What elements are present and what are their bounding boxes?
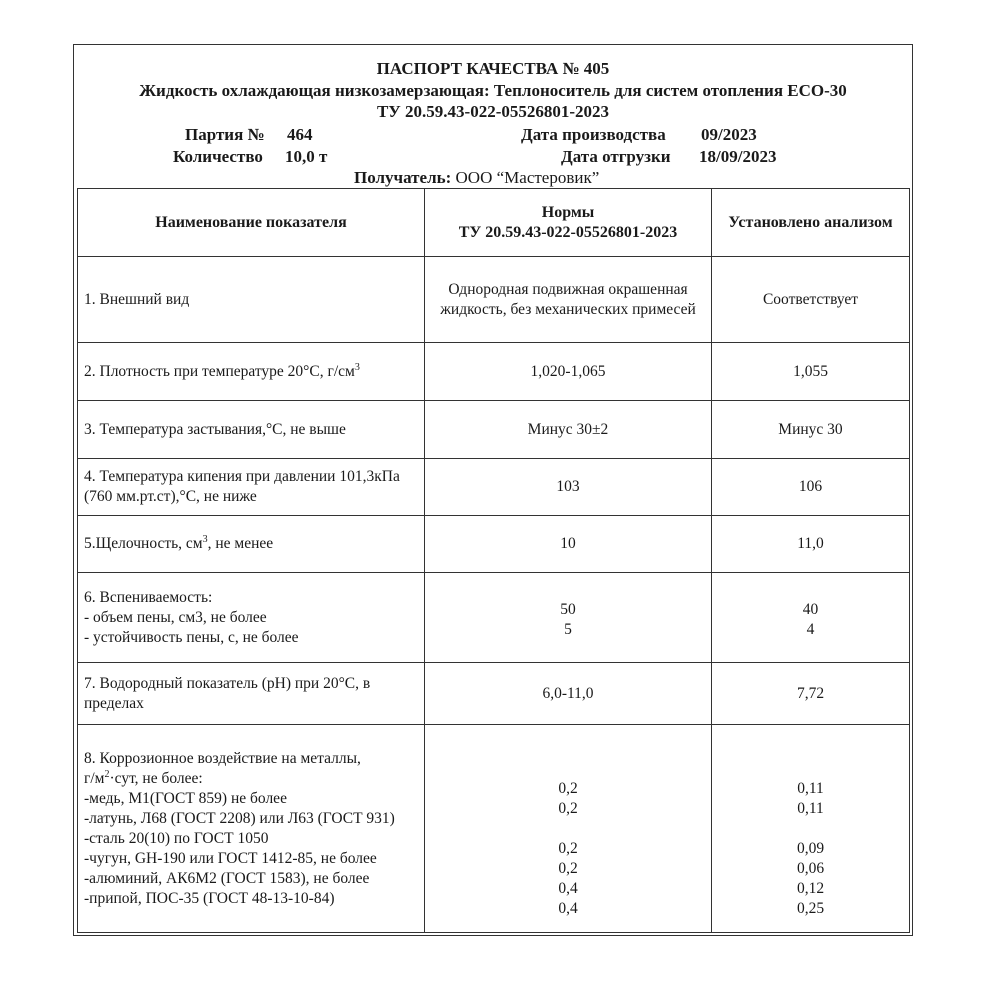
row-name: 4. Температура кипения при давлении 101,3кПа (760 мм.рт.ст),°С, не ниже <box>78 459 425 516</box>
shipment-date-value: 18/09/2023 <box>699 147 777 166</box>
row-norm: 10 <box>425 516 712 573</box>
norm-header-line1: Нормы <box>541 203 595 221</box>
batch-label: Партия № <box>185 125 265 144</box>
recipient <box>354 168 599 188</box>
row-norm: 0,2 0,2 0,2 0,2 0,4 0,4 <box>425 725 712 933</box>
table-row <box>78 401 910 459</box>
table-header-row <box>78 189 910 257</box>
row-norm: 6,0-11,0 <box>425 663 712 725</box>
table-row <box>78 516 910 573</box>
spec-number: ТУ 20.59.43-022-05526801-2023 <box>376 102 610 121</box>
row-name: 7. Водородный показатель (рН) при 20°С, в пределах <box>78 663 425 725</box>
shipment-date-label: Дата отгрузки <box>561 147 671 166</box>
table-row <box>78 343 910 401</box>
row-name: 8. Коррозионное воздействие на металлы, $г/м^2\cdot сут$, не более: -медь, М1(ГОСТ 859) не более -латунь, Л68 (ГОСТ 2208) или Л63 (ГОСТ 931) -сталь 20(10) по ГОСТ 1050 -чугун, GH-190 или ГОСТ 1412-85, не более -алюминий, АК6М2 (ГОСТ 1583), не более -припой, ПОС-35 (ГОСТ 48-13-10-84) <box>78 725 425 933</box>
column-header-norm <box>425 189 712 257</box>
row-result: Минус 30 <box>712 401 910 459</box>
table-row <box>78 663 910 725</box>
product-description: Жидкость охлаждающая низкозамерзающая: Теплоноситель для систем отопления ECO-30 <box>139 81 847 100</box>
row-norm: 1,020-1,065 <box>425 343 712 401</box>
row-norm: 50 5 <box>425 573 712 663</box>
quantity-value: 10,0 т <box>285 147 328 166</box>
table-row <box>78 459 910 516</box>
production-date-value: 09/2023 <box>701 125 757 144</box>
column-header-result: Установлено анализом <box>712 189 910 257</box>
batch-value: 464 <box>287 125 313 144</box>
column-header-name: Наименование показателя <box>78 189 425 257</box>
row-name: 1. Внешний вид <box>78 257 425 343</box>
table-row <box>78 257 910 343</box>
row-name: 5.Щелочность, $см^3$, не менее <box>78 516 425 573</box>
norm-header-line2: ТУ 20.59.43-022-05526801-2023 <box>458 223 678 241</box>
quality-passport <box>73 44 913 936</box>
table-row <box>78 573 910 663</box>
document-title: ПАСПОРТ КАЧЕСТВА № 405 <box>376 59 610 78</box>
quality-table <box>77 188 910 933</box>
quantity-label: Количество <box>173 147 263 166</box>
row-name: 2. Плотность при температуре 20°С, $г/см^3$ <box>78 343 425 401</box>
row-result: 7,72 <box>712 663 910 725</box>
row-result: 11,0 <box>712 516 910 573</box>
row-result: 1,055 <box>712 343 910 401</box>
row-result: 0,11 0,11 0,09 0,06 0,12 0,25 <box>712 725 910 933</box>
row-norm: Однородная подвижная окрашенная жидкость, без механических примесей <box>425 257 712 343</box>
row-norm: Минус 30±2 <box>425 401 712 459</box>
row-norm: 103 <box>425 459 712 516</box>
row-result: 106 <box>712 459 910 516</box>
production-date-label: Дата производства <box>521 125 666 144</box>
recipient-label: Получатель: <box>354 168 452 187</box>
row-result: Соответствует <box>712 257 910 343</box>
row-name: 3. Температура застывания,°С, не выше <box>78 401 425 459</box>
recipient-value: ООО “Мастеровик” <box>455 168 600 187</box>
row-name: 6. Вспениваемость: - объем пены, см3, не более - устойчивость пены, с, не более <box>78 573 425 663</box>
table-row <box>78 725 910 933</box>
row-result: 40 4 <box>712 573 910 663</box>
